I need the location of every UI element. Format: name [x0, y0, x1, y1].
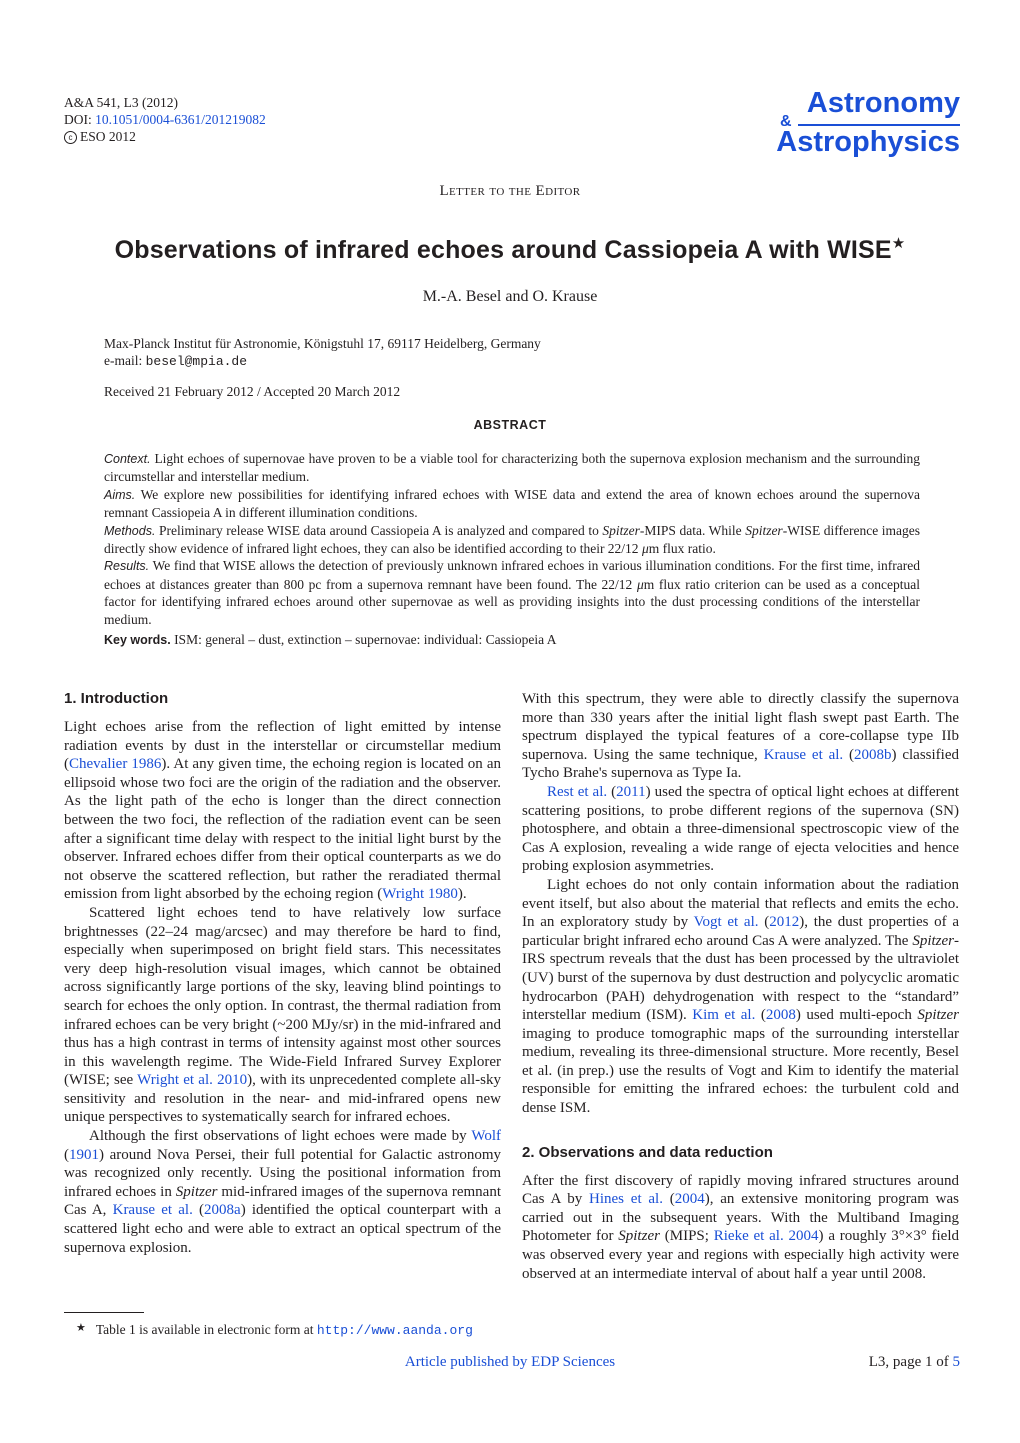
intro-p2-text-a: Scattered light echoes tend to have relatively low surface brightnesses (22–24 mag/arcsec) and may therefore be hard to find, especially when superimposed on bright field stars. This necessitates very deep high-resolution visual images, which cannot be obtained across significantly large portions of the sky, leaving blind pointings to search for echoes the only option. In contrast, the thermal radiation from infrared echoes can be very bright (~200 MJy/sr) in the mid-infrared and thus has a high contrast in terms of intensity against most other sources in this wavelength regime. The Wide-Field Infrared Survey Explorer (WISE; see [64, 904, 501, 1089]
copyright-text: ESO 2012 [80, 129, 136, 144]
intro-paragraph-6: Light echoes do not only contain information about the radiation event itself, but also about the material that reflects and emits the echo. In an exploratory study by Vogt et al. (2012), the dust properties of a particular bright infrared echo around Cas A were analyzed. The Spitzer-IRS spectrum reveals that the dust has been processed by the ultraviolet (UV) burst of the supernova by dust destruction and polycyclic aromatic hydrocarbon (PAH) dehydrogenation with respect to the “standard” interstellar medium (ISM). Kim et al. (2008) used multi-epoch Spitzer imaging to produce tomographic maps of the surrounding interstellar medium, revealing its three-dimensional structure. More recently, Besel et al. (in prep.) use the results of Vogt and Kim to identify the material responsible for emitting the infrared echoes: the turbulent cold and dense ISM. [522, 876, 960, 1117]
journal-logo [770, 88, 960, 157]
intro-paragraph-2 [64, 904, 501, 1127]
citation-vogt-2012[interactable]: Vogt et al. [693, 914, 759, 931]
logo-ampersand: & [780, 113, 792, 130]
publisher-link[interactable]: Article published by EDP Sciences [404, 1354, 616, 1370]
obs-p1-spitzer: Spitzer [618, 1228, 660, 1245]
abstract-context [104, 450, 920, 486]
obs-p1-text-d: ) a roughly 3°×3° field was observed every year and regions with especially high activity were observed at an intermediate interval of about half a year until 2008. [522, 1228, 960, 1282]
intro-paragraph-5: Rest et al. (2011) used the spectra of optical light echoes at different scattering positions, to probe different regions of the supernova (SN) photosphere, and obtain a three-dimensional spectroscopic view of the Cas A explosion, revealing a wide range of ejecta velocities and hence probing explosion asymmetries. [522, 783, 960, 875]
obs-p1-text-a: After the first discovery of rapidly moving infrared structures around Cas A by [522, 1172, 959, 1208]
page-prefix: L3, page 1 of [868, 1354, 949, 1370]
left-column [64, 690, 501, 1257]
aims-label: Aims. [104, 487, 136, 502]
intro-p3-text-d: identified the optical counterpart with a scattered light echo and were able to extract an optical spectrum of the supernova explosion. [64, 1202, 501, 1256]
title-text: Observations of infrared echoes around Cassiopeia A with WISE [114, 236, 892, 264]
results-text-1: We find that WISE allows the detection of previously unknown infrared echoes in various illumination conditions. For the first time, infrared echoes at distances greater than 800 pc from a supernova remnant have been found. The 22/12 [104, 558, 920, 592]
copyright-icon: c [64, 131, 77, 144]
citation-hines-2004-year[interactable]: 2004 [674, 1191, 705, 1208]
email-line [104, 352, 541, 370]
intro-p3-text-b: around Nova Persei, their full potential for Galactic astronomy was recognized only recently. Using the positional information from infrared echoes in [64, 1146, 501, 1200]
logo-astronomy: Astronomy [806, 87, 960, 119]
citation-krause-2008b[interactable]: Krause et al. [763, 746, 844, 763]
journal-metadata [64, 94, 266, 145]
intro-p3-text-c: mid-infrared images of the supernova remnant Cas A, [64, 1183, 501, 1219]
intro-p6-text-a: Light echoes do not only contain information about the radiation event itself, but also about the material that reflects and emits the echo. In an exploratory study by [522, 876, 959, 931]
logo-astrophysics: Astrophysics [776, 126, 960, 158]
intro-p1-text-b: ). At any given time, the echoing region is located on an ellipsoid whose two foci are the origin of the radiation and the observer. As the light path of the echo is longer than the direct connection between the two foci, the reflection of the radiation event can be seen after a significant time delay with respect to the initial light burst by the observer. Infrared echoes differ from their optical counterparts as we do not observe the scattered reflection, but rather the reradiated thermal emission from light absorbed by the echoing region ( [64, 756, 501, 903]
intro-p1-text-c: ). [457, 886, 467, 903]
doi-line [64, 111, 266, 128]
context-label: Context. [104, 452, 151, 466]
journal-reference: A&A 541, L3 (2012) [64, 95, 178, 110]
methods-text-1: Preliminary release WISE data around Cassiopeia A is analyzed and compared to [158, 522, 599, 538]
intro-p3-spitzer: Spitzer [175, 1183, 218, 1200]
citation-krause-2008a[interactable]: Krause et al. [112, 1202, 193, 1219]
citation-kim-2008[interactable]: Kim et al. [692, 1007, 756, 1024]
intro-p6-text-d: used multi-epoch [800, 1007, 918, 1024]
footnote-text: Table 1 is available in electronic form at [95, 1322, 314, 1337]
page-total-link[interactable]: 5 [952, 1354, 960, 1370]
citation-wolf-year[interactable]: 1901 [69, 1146, 99, 1163]
email-label: e-mail: [104, 353, 143, 368]
intro-p1-text-a: Light echoes arise from the reflection of light emitted by intense radiation events by dust in the interstellar or circumstellar medium ( [64, 719, 501, 773]
keywords-label: Key words. [104, 633, 171, 647]
citation-rest-2011-year[interactable]: 2011 [616, 783, 646, 800]
footnote-url-link[interactable]: http://www.aanda.org [316, 1323, 473, 1338]
section-heading-introduction: 1. Introduction [64, 690, 169, 707]
citation-kim-2008-year[interactable]: 2008 [765, 1007, 796, 1024]
results-text-2: m flux ratio criterion can be used as a conceptual factor for identifying infrared echoes around other supernovae as well as providing insights into the dust processing conditions of the interstellar medium. [104, 576, 920, 627]
abstract [104, 450, 920, 628]
intro-p4-text-a: With this spectrum, they were able to directly classify the supernova more than 330 years after the initial light flash swept past Earth. The spectrum displayed the typical features of a core-collapse type IIb supernova. Using the same technique, [522, 691, 959, 763]
abstract-methods [104, 522, 920, 558]
methods-text-3: -WISE difference images directly show evidence of infrared light echoes, they can also be identified according to their 22/12 [104, 522, 920, 557]
received-accepted-dates: Received 21 February 2012 / Accepted 20 March 2012 [104, 384, 401, 399]
right-column [522, 690, 959, 1283]
abstract-aims [104, 486, 920, 522]
footnote-divider [64, 1312, 144, 1313]
institute: Max-Planck Institut für Astronomie, Königstuhl 17, 69117 Heidelberg, Germany [104, 336, 541, 351]
key-words [104, 632, 920, 648]
abstract-results [104, 557, 920, 628]
section-heading-observations: 2. Observations and data reduction [522, 1143, 773, 1161]
paper-title [0, 234, 1020, 265]
citation-wolf[interactable]: Wolf [471, 1128, 501, 1145]
footnote [64, 1321, 504, 1338]
methods-text-4: m flux ratio. [648, 541, 716, 557]
context-text: Light echoes of supernovae have proven to be a viable tool for characterizing both the supernova explosion mechanism and the surrounding circumstellar and interstellar medium. [104, 451, 921, 485]
results-label: Results. [104, 559, 150, 574]
footnote-star: ★ [76, 1322, 86, 1334]
intro-p6-text-c: -IRS spectrum reveals that the dust has been processed by the ultraviolet (UV) burst of the supernova by dust destruction and polycyclic aromatic hydrocarbon (PAH) dehydrogenation with respect to the “standard” interstellar medium (ISM). [522, 932, 959, 1024]
article-type: Letter to the Editor [439, 183, 581, 199]
intro-p5-text-a: used the spectra of optical light echoes at different scattering positions, to probe different regions of the supernova (SN) photosphere, and obtain a three-dimensional spectroscopic view of the Cas A explosion, revealing a wide range of ejecta velocities and hence probing explosion asymmetries. [522, 783, 960, 875]
citation-krause-2008a-year[interactable]: 2008a [204, 1202, 241, 1219]
intro-p6-spitzer: Spitzer [912, 932, 954, 949]
methods-mu: μ [641, 541, 649, 557]
intro-p3-text-a: Although the first observations of light echoes were made by [89, 1128, 472, 1145]
methods-spitzer-2: Spitzer [745, 522, 783, 538]
citation-vogt-2012-year[interactable]: 2012 [769, 914, 800, 931]
methods-text-2: -MIPS data. While [639, 522, 742, 538]
page-indicator [869, 1354, 960, 1371]
results-mu: μ [636, 576, 644, 592]
keywords-text: ISM: general – dust, extinction – supernovae: individual: Cassiopeia A [174, 632, 557, 647]
intro-p4-text-b: classified Tycho Brahe's supernova as Type Ia. [522, 746, 959, 782]
authors: M.-A. Besel and O. Krause [422, 288, 598, 305]
intro-paragraph-1 [64, 718, 501, 904]
intro-p6-text-b: , the dust properties of a particular bright infrared echo around Cas A were analyzed. The [522, 914, 960, 949]
methods-label: Methods. [104, 523, 156, 538]
citation-wright-2010[interactable]: Wright et al. 2010 [137, 1072, 248, 1089]
affiliation [104, 335, 541, 370]
observations-paragraph-1: After the first discovery of rapidly moving infrared structures around Cas A by Hines et al. (2004), an extensive monitoring program was carried out in the subsequent years. With the Multiband Imaging Photometer for Spitzer (MIPS; Rieke et al. 2004) a roughly 3°×3° field was observed every year and regions with especially high activity were observed at an intermediate interval of about half a year until 2008. [522, 1172, 960, 1282]
methods-spitzer-1: Spitzer [602, 522, 640, 538]
obs-p1-text-b: , an extensive monitoring program was carried out in the subsequent years. With the Multiband Imaging Photometer for [522, 1191, 959, 1245]
citation-hines-2004[interactable]: Hines et al. [589, 1191, 663, 1208]
intro-paragraph-4: With this spectrum, they were able to directly classify the supernova more than 330 years after the initial light flash swept past Earth. The spectrum displayed the typical features of a core-collapse type IIb supernova. Using the same technique, Krause et al. (2008b) classified Tycho Brahe's supernova as Type Ia. [522, 691, 959, 782]
abstract-heading: ABSTRACT [473, 418, 547, 432]
citation-wright-1980[interactable]: Wright 1980 [382, 886, 458, 903]
intro-p2-text-b: ), with its unprecedented complete all-sky sensitivity and resolution in the near- and mid-infrared opens new unique perspectives to systematically search for infrared echoes. [64, 1072, 501, 1126]
aims-text: We explore new possibilities for identifying infrared echoes with WISE data and extend the area of known echoes around the supernova remnant Cassiopeia A in different illumination conditions. [104, 486, 920, 521]
doi-link[interactable]: 10.1051/0004-6361/201219082 [95, 112, 266, 127]
citation-rest-2011[interactable]: Rest et al. [547, 783, 608, 800]
citation-krause-2008b-year[interactable]: 2008b [854, 746, 892, 763]
citation-chevalier-1986[interactable]: Chevalier 1986 [69, 756, 162, 773]
intro-paragraph-3: Although the first observations of light echoes were made by Wolf (1901) around Nova Persei, their full potential for Galactic astronomy was recognized only recently. Using the positional information from infrared echoes in Spitzer mid-infrared images of the supernova remnant Cas A, Krause et al. (2008a) identified the optical counterpart with a scattered light echo and were able to extract an optical spectrum of the supernova explosion. [64, 1128, 501, 1256]
doi-label: DOI: [64, 112, 92, 127]
intro-p6-spitzer-2: Spitzer [917, 1007, 960, 1024]
citation-rieke-2004[interactable]: Rieke et al. 2004 [713, 1228, 819, 1245]
title-footnote-marker[interactable]: ★ [891, 235, 906, 252]
intro-p6-text-e: imaging to produce tomographic maps of the surrounding interstellar medium, revealing its three-dimensional structure. More recently, Besel et al. (in prep.) use the results of Vogt and Kim to identify the material responsible for emitting the infrared echoes: the turbulent cold and dense ISM. [522, 1025, 959, 1117]
copyright-line [64, 128, 266, 145]
logo-rule [798, 124, 960, 126]
obs-p1-text-c: (MIPS; [659, 1228, 714, 1245]
email-address[interactable]: besel@mpia.de [145, 354, 248, 369]
